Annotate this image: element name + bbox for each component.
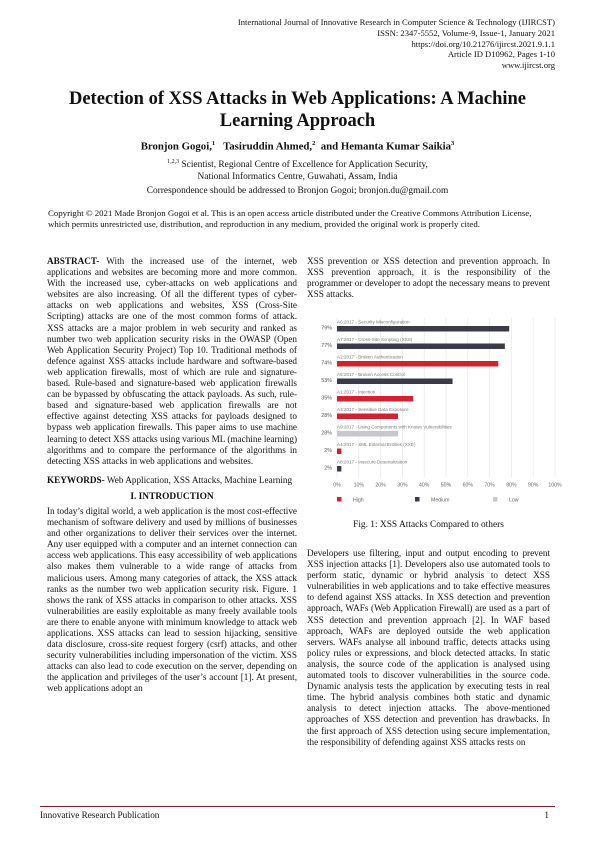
- bar-category-label: A5:2017 - Broken Access Control: [337, 372, 405, 377]
- abstract-text: With the increased use of the internet, web applications and websites are becoming more and more common. With the increased use, cyber-attacks on web applications and websites are also increasing. Of all the different types of cyber-attacks on web applications and websites, XSS (Cross-Site Scripting) attacks are one of the most common forms of attack. XSS attacks are a major problem in web security and ranked as number two web application security risks in the OWASP (Open Web Application Security Project) Top 10. Traditional methods of defence against XSS attacks include hardware and software-based web application firewalls, most of which are rule and signature-based. Rule-based and signature-based web application firewalls can be bypassed by obfuscating the attack payloads. As such, rule-based and signature-based web application firewalls are not effective against detecting XSS attacks for payloads designed to bypass web application firewalls. This paper aims to use machine learning to detect XSS attacks using various ML (machine learning) algorithms and to compare the performance of the algorithms in detecting XSS attacks in web applications and websites.: [47, 256, 297, 466]
- bar-category-label: A4:2017 - XML External Entities (XXE): [337, 442, 416, 447]
- bar-category-label: A3:2017 - Sensitive Data Exposure: [337, 407, 409, 412]
- x-tick-label: 90%: [528, 482, 539, 489]
- author-1: Bronjon Gogoi,: [140, 140, 212, 153]
- bar: [337, 396, 413, 402]
- x-tick-label: 50%: [440, 482, 452, 489]
- bar-total-label: 2%: [324, 448, 332, 454]
- bar: [337, 361, 498, 367]
- keywords: [47, 475, 297, 486]
- author-3-sup: 3: [451, 140, 455, 147]
- keywords-text: Web Application, XSS Attacks, Machine Learning: [104, 474, 293, 485]
- bar-category-label: A7:2017 - Cross-Site Scripting (XSS): [337, 337, 413, 342]
- bar-total-label: 2%: [324, 465, 332, 472]
- bar-total-label: 53%: [321, 378, 332, 384]
- x-tick-label: 100%: [548, 482, 562, 489]
- bar-category-label: A9:2017 - Using Components with Known Vulnerabilities: [337, 424, 452, 430]
- bar: [337, 449, 341, 455]
- copyright-notice: Copyright © 2021 Made Bronjon Gogoi et al. This is an open access article distributed under the Creative Commons Attribution License, which permits unrestricted use, distribution, and reproduction in any medium, provided the original work is properly cited.: [48, 208, 532, 229]
- x-tick-label: 30%: [397, 482, 408, 489]
- bar-category-label: A2:2017 - Broken Authentication: [337, 354, 403, 360]
- left-column: [47, 256, 297, 695]
- bar-total-label: 74%: [321, 360, 332, 367]
- author-1-sup: 1: [211, 140, 216, 147]
- legend-swatch: [337, 497, 342, 502]
- footer-rule: [40, 806, 555, 807]
- intro-paragraph: In today’s digital world, a web application is the most cost-effective mechanism of software delivery and used by millions of businesses and other organizations to deliver their services over the internet. Any user equipped with a computer and an internet connection can access web applications. This easy accessibility of web applications also makes them vulnerable to a wide range of attacks from malicious users. Among many categories of attack, the XSS attack ranks as the number two web application security risk. Figure. 1 shows the rank of XSS attacks in comparison to other attacks. XSS vulnerabilities are easily exploitable as many freely available tools are there to enable anyone with minimum knowledge to attack web applications. XSS attacks can lead to session hijacking, sensitive data disclosure, cross-site request forgery (csrf) attacks, and other security vulnerabilities including impersonation of the victim. XSS attacks can also lead to code execution on the server, depending on the application and privileges of the user’s account [1]. At present, web applications adopt an: [47, 505, 297, 694]
- figure-caption: Fig. 1: XSS Attacks Compared to others: [353, 520, 504, 530]
- affiliation-line-2: National Informatics Centre, Guwahati, Assam, India: [197, 171, 398, 182]
- bar-total-label: 28%: [321, 413, 332, 419]
- right-paragraph-1: XSS prevention or XSS detection and prevention approach. In XSS prevention approach, it is the responsibility of the programmer or developer to adopt the necessary means to prevent XSS attacks.: [307, 256, 550, 300]
- bar: [337, 344, 505, 350]
- xss-ranking-bar-chart: [305, 312, 563, 512]
- bar-category-label: A6:2017 - Security Misconfiguration: [337, 319, 410, 325]
- page-number: 1: [544, 810, 549, 820]
- legend-swatch: [493, 497, 498, 502]
- journal-name: International Journal of Innovative Research in Computer Science & Technology (IJIRCST): [237, 17, 555, 27]
- x-tick-label: 0%: [333, 482, 341, 489]
- legend-label: Medium: [431, 497, 450, 504]
- correspondence: Correspondence should be addressed to Bronjon Gogoi; bronjon.du@gmail.com: [146, 186, 449, 196]
- author-3: and Hemanta Kumar Saikia: [320, 140, 452, 153]
- abstract-label: ABSTRACT-: [47, 256, 100, 266]
- author-2: Tasiruddin Ahmed,: [223, 140, 313, 153]
- affiliation-sup: 1,2,3: [167, 159, 180, 165]
- bar-category-label: A1:2017 - Injection: [337, 389, 376, 395]
- x-tick-label: 60%: [462, 482, 473, 489]
- x-tick-label: 80%: [506, 482, 517, 489]
- paper-title: [40, 88, 555, 132]
- x-tick-label: 70%: [484, 482, 495, 489]
- website-link[interactable]: www.ijircst.org: [501, 60, 555, 71]
- bar-total-label: 79%: [321, 325, 332, 332]
- author-list: [40, 140, 555, 153]
- legend-label: High: [353, 497, 364, 504]
- author-2-sup: 2: [312, 140, 316, 147]
- section-heading-introduction: I. INTRODUCTION: [130, 491, 214, 502]
- x-tick-label: 40%: [419, 482, 430, 489]
- bar-category-label: A8:2017 - Insecure Deserialization: [337, 459, 408, 465]
- affiliation: [40, 157, 555, 183]
- x-tick-label: 10%: [353, 482, 364, 489]
- x-tick-label: 20%: [375, 482, 386, 489]
- bar: [337, 379, 453, 385]
- title-line-1: Detection of XSS Attacks in Web Applications: A Machine: [68, 89, 527, 109]
- bar-total-label: 35%: [321, 395, 332, 402]
- right-column-top: [307, 256, 550, 300]
- bar: [337, 466, 341, 472]
- bar-total-label: 77%: [321, 343, 332, 349]
- article-id: Article ID D10962, Pages 1-10: [447, 49, 555, 60]
- title-line-2: Learning Approach: [219, 111, 376, 131]
- right-paragraph-2: Developers use filtering, input and output encoding to prevent XSS injection attacks [1]. Developers also use automated tools to perform static, dynamic or hybrid analysis to detect XSS vulnerabilities in web applications and to take effective measures to defend against XSS attacks. In XSS detection and prevention approach, WAFs (Web Application Firewall) are used as a part of XSS detection and prevention approach [2]. In WAF based approach, WAFs are deployed outside the web application servers. WAFs analyse all inbound traffic, detects attacks using policy rules or expressions, and block detected attacks. In static analysis, the source code of the application is analysed using automated tools to discover vulnerabilities in the source code. Dynamic analysis tests the application by executing tests in real time. The hybrid analysis combines both static and dynamic analysis to detect injection attacks. The above-mentioned approaches of XSS detection and prevention has drawbacks. In the first approach of XSS detection using secure implementation, the responsibility of defending against XSS attacks rests on: [307, 548, 550, 747]
- journal-header: [238, 17, 555, 71]
- bar: [337, 326, 509, 332]
- bar: [337, 414, 398, 420]
- footer-publisher: Innovative Research Publication: [40, 810, 160, 820]
- legend-swatch: [415, 497, 420, 502]
- bar-total-label: 28%: [321, 430, 332, 437]
- issn-line: ISSN: 2347-5552, Volume-9, Issue-1, January 2021: [377, 27, 555, 38]
- bar: [337, 431, 398, 437]
- doi-link[interactable]: https://doi.org/10.21276/ijircst.2021.9.1.1: [411, 38, 555, 49]
- legend-label: Low: [509, 497, 519, 504]
- right-column-bottom: [307, 548, 550, 748]
- keywords-label: KEYWORDS-: [47, 474, 105, 485]
- affiliation-line-1: Scientist, Regional Centre of Excellence for Application Security,: [181, 160, 428, 171]
- abstract: [47, 256, 297, 467]
